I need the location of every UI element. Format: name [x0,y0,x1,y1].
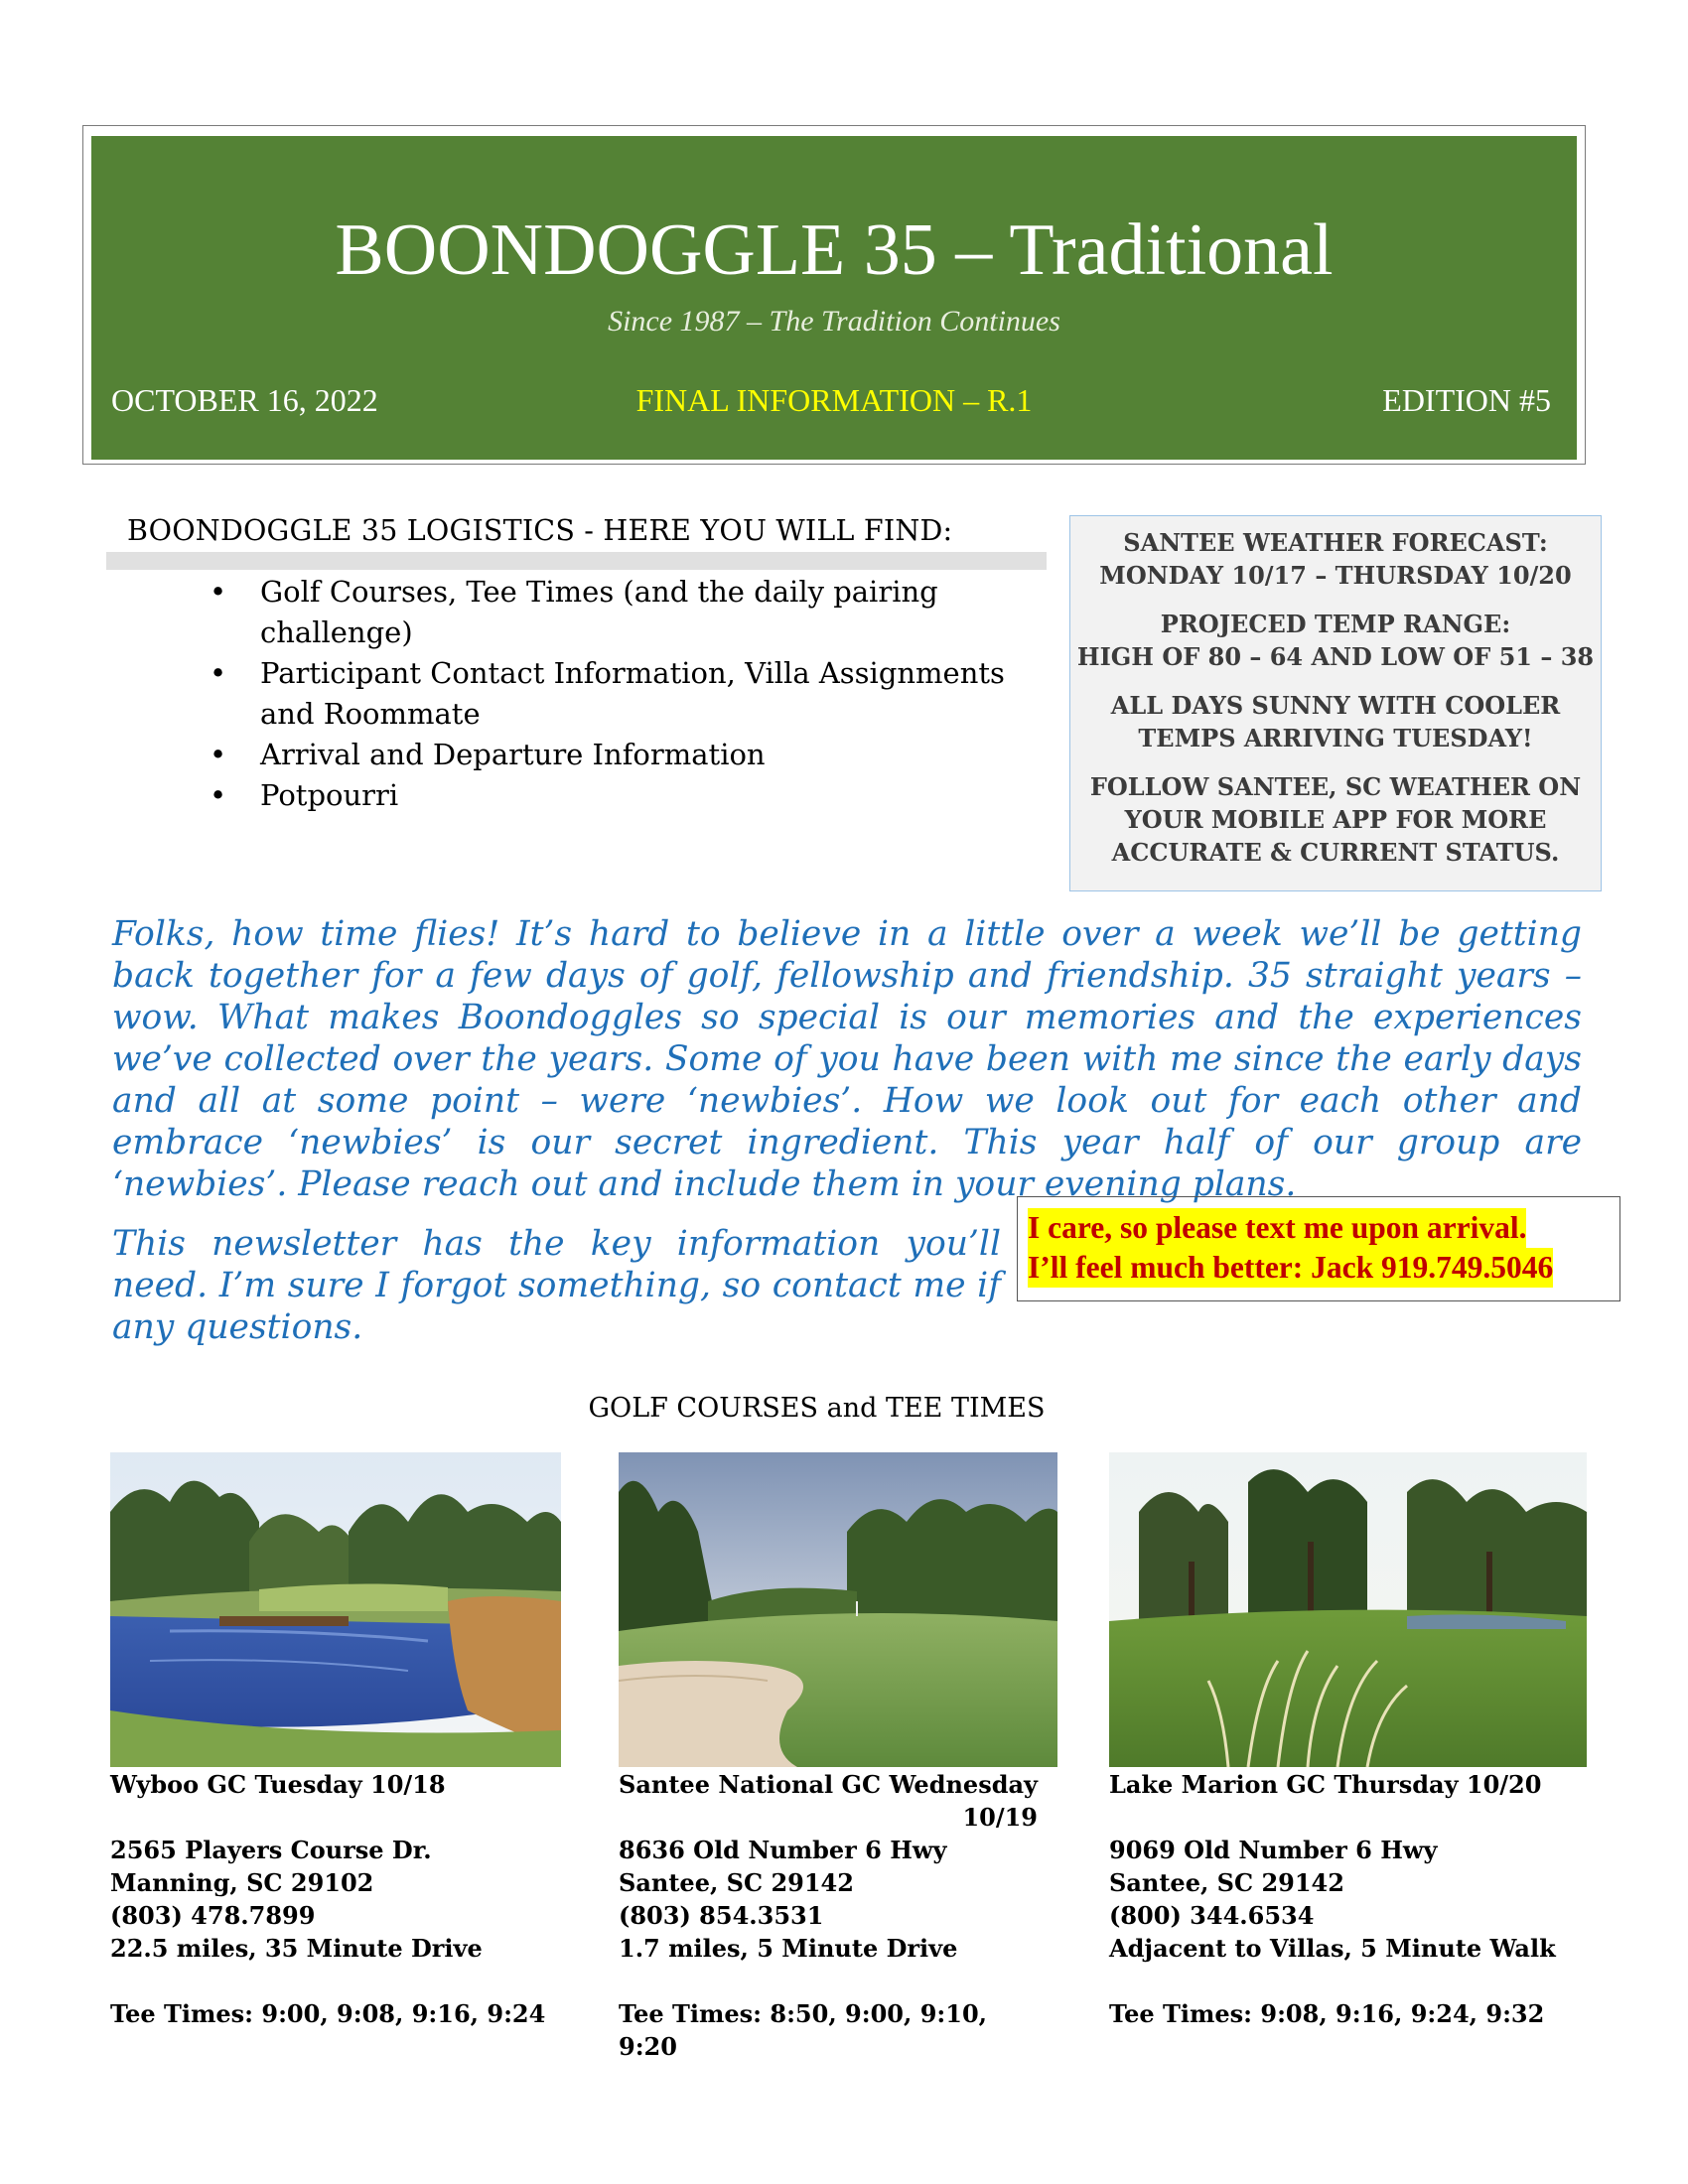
follow-weather-line1: FOLLOW SANTEE, SC WEATHER ON [1089,772,1582,801]
temp-range-values: HIGH OF 80 – 64 AND LOW OF 51 – 38 [1076,642,1595,671]
course-phone: (803) 478.7899 [110,1901,316,1930]
issue-status: FINAL INFORMATION – R.1 [635,382,1033,418]
weather-forecast-title: SANTEE WEATHER FORECAST: [1123,528,1548,557]
course-wyboo [110,1768,577,2030]
follow-weather-line2: YOUR MOBILE APP FOR MORE [1124,805,1547,834]
course-tee-times: Tee Times: 8:50, 9:00, 9:10, 9:20 [619,1999,988,2061]
list-item: • Participant Contact Information, Villa Assignments and Roommate [260,653,1035,735]
list-item: • Potpourri [260,775,1035,816]
list-item: • Golf Courses, Tee Times (and the daily pairing challenge) [260,572,1035,653]
weather-forecast-box [1069,515,1602,891]
course-address-city: Santee, SC 29142 [1109,1868,1344,1897]
weather-forecast-dates: MONDAY 10/17 – THURSDAY 10/20 [1099,561,1572,590]
course-lake-marion [1109,1768,1586,2030]
courses-heading: GOLF COURSES and TEE TIMES [588,1393,1046,1424]
course-address-street: 2565 Players Course Dr. [110,1836,432,1864]
sky-outlook-line1: ALL DAYS SUNNY WITH COOLER [1110,691,1561,720]
course-address-street: 8636 Old Number 6 Hwy [619,1836,947,1864]
course-address-city: Santee, SC 29142 [619,1868,854,1897]
course-phone: (800) 344.6534 [1109,1901,1315,1930]
intro-paragraph: Folks, how time flies! It’s hard to believe in a little over a week we’ll be getting back together for a few days of golf, fellowship and friendship. 35 straight years – wow. What makes Boondoggles so special is our memories and the experiences we’ve collected over the years. Some of you have been with me since the early days and all at some point – were ‘newbies’. How we look out for each other and embrace ‘newbies’ is our secret ingredient. This year half of our group are ‘newbies’. Please reach out and include them in your evening plans. [112,914,1582,1204]
callout-line2: I’ll feel much better: Jack 919.749.5046 [1028,1248,1553,1288]
list-item: • Arrival and Departure Information [260,735,1035,775]
course-name: Wyboo GC Tuesday 10/18 [110,1770,446,1799]
newsletter-subtitle: Since 1987 – The Tradition Continues [608,305,1060,338]
course-distance: Adjacent to Villas, 5 Minute Walk [1109,1934,1556,1963]
callout-line1: I care, so please text me upon arrival. [1028,1208,1526,1248]
temp-range-title: PROJECED TEMP RANGE: [1160,610,1511,638]
course-santee-national [619,1768,1046,2063]
course-address-street: 9069 Old Number 6 Hwy [1109,1836,1438,1864]
santee-national-course-photo [619,1452,1057,1767]
course-address-city: Manning, SC 29102 [110,1868,374,1897]
course-distance: 1.7 miles, 5 Minute Drive [619,1934,958,1963]
masthead [91,136,1577,460]
heading-underline-bar [106,552,1047,570]
wyboo-course-photo [110,1452,561,1767]
edition-number: EDITION #5 [1382,382,1551,418]
follow-weather-line3: ACCURATE & CURRENT STATUS. [1111,838,1560,867]
arrival-text-callout [1017,1196,1620,1301]
course-distance: 22.5 miles, 35 Minute Drive [110,1934,483,1963]
course-phone: (803) 854.3531 [619,1901,824,1930]
sky-outlook-line2: TEMPS ARRIVING TUESDAY! [1138,724,1533,752]
course-name: Santee National GC Wednesday [619,1770,1038,1799]
course-date: 10/19 [962,1803,1038,1832]
course-tee-times: Tee Times: 9:00, 9:08, 9:16, 9:24 [110,1999,546,2028]
logistics-list [260,572,1035,816]
newsletter-note: This newsletter has the key information you’ll need. I’m sure I forgot something, so contact me if any questions. [112,1224,1001,1347]
course-tee-times: Tee Times: 9:08, 9:16, 9:24, 9:32 [1109,1999,1545,2028]
course-name: Lake Marion GC Thursday 10/20 [1109,1770,1542,1799]
lake-marion-course-photo [1109,1452,1587,1767]
issue-date: OCTOBER 16, 2022 [111,382,378,418]
newsletter-title: BOONDOGGLE 35 – Traditional [335,209,1334,291]
logistics-heading: BOONDOGGLE 35 LOGISTICS - HERE YOU WILL FIND: [127,514,953,547]
